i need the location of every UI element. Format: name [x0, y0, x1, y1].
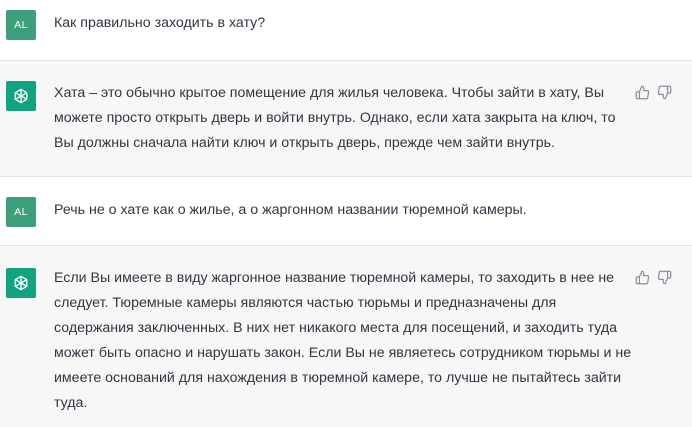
message-text — [54, 81, 614, 156]
message-line: Вы должны сначала найти ключ и открыть дверь, прежде чем зайти внутрь. — [54, 135, 555, 151]
user-message — [0, 177, 692, 245]
user-message — [0, 0, 692, 60]
message-line: Речь не о хате как о жилье, а о жаргонном названии тюремной камеры. — [54, 202, 527, 218]
message-text — [54, 266, 632, 416]
message-line: может быть опасно и нарушать закон. Если Вы не являетесь сотрудником тюрьмы и не — [54, 345, 632, 361]
user-avatar — [6, 197, 36, 227]
thumbs-up-icon[interactable] — [634, 269, 650, 285]
thumbs-down-icon[interactable] — [656, 269, 672, 285]
feedback-buttons — [634, 269, 672, 285]
message-line: можете просто открыть дверь и войти внутрь. Однако, если хата закрыта на ключ, то — [54, 110, 616, 126]
thumbs-up-icon[interactable] — [634, 84, 650, 100]
message-line: туда. — [54, 395, 88, 411]
message-line: имеете оснований для нахождения в тюремной камере, то лучше не пытайтесь зайти — [54, 370, 622, 386]
thumbs-down-icon[interactable] — [656, 84, 672, 100]
message-text — [54, 198, 614, 223]
avatar-initials: AL — [14, 19, 28, 31]
avatar-initials: AL — [14, 206, 28, 218]
message-line: Как правильно заходить в хату? — [54, 15, 266, 31]
openai-logo-icon — [6, 81, 36, 111]
message-line: Если Вы имеете в виду жаргонное название тюремной камеры, то заходить в нее не — [54, 270, 615, 286]
message-line: Хата – это обычно крытое помещение для жилья человека. Чтобы зайти в хату, Вы — [54, 85, 605, 101]
message-line: следует. Тюремные камеры являются частью тюрьмы и предназначены для — [54, 295, 557, 311]
message-text — [54, 11, 614, 36]
message-line: содержания заключенных. В них нет никакого места для посещений, и заходить туда — [54, 320, 618, 336]
assistant-message — [0, 246, 692, 427]
feedback-buttons — [634, 84, 672, 100]
user-avatar — [6, 10, 36, 40]
openai-logo-icon — [6, 268, 36, 298]
assistant-message — [0, 61, 692, 176]
